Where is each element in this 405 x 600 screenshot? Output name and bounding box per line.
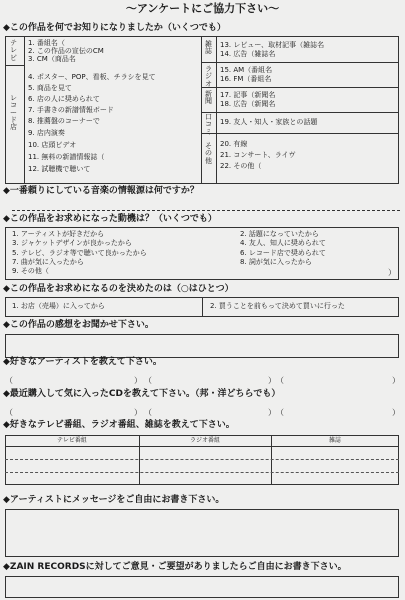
q4-option-2[interactable]: 2. 買うことを前もって決めて買いに行った — [210, 302, 345, 310]
q8-column-tv: テレビ番組 — [57, 437, 87, 444]
group-label-radio: ラジオ — [205, 65, 212, 88]
q1-option-2[interactable]: 2. この作品の宣伝のCM — [28, 47, 104, 55]
form-title: 〜アンケートにご協力下さい〜 — [125, 2, 280, 15]
q5-heading: ◆この作品の感想をお聞かせ下さい。 — [3, 320, 154, 330]
q1-option-22[interactable]: 22. その他（ — [220, 162, 262, 170]
q3-option-3[interactable]: 3. ジャケットデザインが良かったから — [12, 239, 132, 247]
q3-option-7[interactable]: 7. 曲が気に入ったから — [12, 258, 84, 266]
q1-option-8[interactable]: 8. 推薦盤のコーナーで — [28, 117, 100, 125]
q7-paren-open-2: （ — [144, 408, 152, 417]
group-label-newspaper: 新聞 — [205, 90, 212, 106]
q1-option-18[interactable]: 18. 広告（新聞名 — [220, 100, 276, 108]
group-label-record-store: レコード店 — [10, 94, 17, 132]
q1-option-13[interactable]: 13. レビュー、取材記事（雑誌名 — [220, 41, 325, 49]
q1-option-4[interactable]: 4. ポスター、POP、看板、チラシを見て — [28, 73, 156, 81]
q2-heading: ◆一番頼りにしている音楽の情報源は何ですか？ — [3, 186, 199, 196]
group-label-other: その他 — [205, 142, 212, 165]
q7-paren-close-2: ） — [268, 408, 276, 417]
q3-option-6[interactable]: 6. レコード店で奨められて — [240, 249, 326, 257]
q2-answer-line[interactable] — [12, 210, 400, 211]
q1-option-7[interactable]: 7. 手書きの新譜情報ボード — [28, 106, 114, 114]
q1-option-10[interactable]: 10. 店頭ビデオ — [28, 141, 77, 149]
q1-option-5[interactable]: 5. 商品を見て — [28, 84, 72, 92]
group-label-magazine: 雑誌 — [205, 40, 212, 56]
q3-option-2[interactable]: 2. 話題になっていたから — [240, 230, 319, 238]
q1-option-19[interactable]: 19. 友人・知人・家族との話題 — [220, 118, 318, 126]
q3-option-4[interactable]: 4. 友人、知人に奨められて — [240, 239, 326, 247]
q7-paren-close-3: ） — [392, 408, 400, 417]
q1-option-1[interactable]: 1. 番組名（ — [28, 39, 65, 47]
q6-paren-open-1: （ — [5, 376, 13, 385]
q1-option-11[interactable]: 11. 無料の新譜情報誌（ — [28, 153, 105, 161]
q5-answer-box[interactable] — [5, 334, 399, 358]
q3-other-close-paren: ） — [388, 268, 396, 277]
q10-answer-box[interactable] — [5, 576, 399, 598]
group-label-tv: テレビ — [10, 39, 17, 62]
q6-paren-open-3: （ — [276, 376, 284, 385]
group-label-word-of-mouth: 口コミ — [205, 113, 212, 136]
q6-paren-close-3: ） — [392, 376, 400, 385]
q6-paren-open-2: （ — [144, 376, 152, 385]
q1-option-3[interactable]: 3. CM（商品名 — [28, 55, 76, 63]
q7-paren-close-1: ） — [134, 408, 142, 417]
q7-paren-open-1: （ — [5, 408, 13, 417]
q1-option-20[interactable]: 20. 有線 — [220, 140, 248, 148]
q1-option-16[interactable]: 16. FM（番組名 — [220, 75, 272, 83]
q8-heading: ◆好きなテレビ番組、ラジオ番組、雑誌を教えて下さい。 — [3, 420, 235, 430]
q1-option-21[interactable]: 21. コンサート、ライヴ — [220, 151, 296, 159]
q1-option-6[interactable]: 6. 店の人に奨められて — [28, 95, 100, 103]
q3-option-5[interactable]: 5. テレビ、ラジオ等で聴いて良かったから — [12, 249, 147, 257]
q3-heading: ◆この作品をお求めになった動機は？（いくつでも） — [3, 214, 217, 224]
q7-paren-open-3: （ — [276, 408, 284, 417]
q3-option-1[interactable]: 1. アーティストが好きだから — [12, 230, 105, 238]
q1-option-15[interactable]: 15. AM（番組名 — [220, 66, 273, 74]
q1-heading: ◆この作品を何でお知りになりましたか（いくつでも） — [3, 23, 226, 33]
q1-option-9[interactable]: 9. 店内演奏 — [28, 129, 65, 137]
q3-option-8[interactable]: 8. 詞が気に入ったから — [240, 258, 312, 266]
q1-option-12[interactable]: 12. 試聴機で聴いて — [28, 165, 91, 173]
q9-answer-box[interactable] — [5, 509, 399, 557]
q6-paren-close-1: ） — [134, 376, 142, 385]
q10-heading: ◆ZAIN RECORDSに対してご意見・ご要望がありましたらご自由にお書き下さい。 — [3, 562, 347, 572]
q7-heading: ◆最近購入して気に入ったCDを教えて下さい。（邦・洋どちらでも） — [3, 389, 281, 399]
q1-option-17[interactable]: 17. 記事（新聞名 — [220, 91, 276, 99]
q8-column-magazine: 雑誌 — [328, 437, 341, 444]
q8-column-radio: ラジオ番組 — [189, 437, 220, 444]
q4-heading: ◆この作品をお求めになるのを決めたのは（○はひとつ） — [3, 284, 234, 294]
q6-heading: ◆好きなアーティストを教えて下さい。 — [3, 357, 162, 367]
q4-option-1[interactable]: 1. お店（売場）に入ってから — [12, 302, 105, 310]
q3-option-9[interactable]: 9. その他（ — [12, 267, 49, 275]
q9-heading: ◆アーティストにメッセージをご自由にお書き下さい。 — [3, 495, 225, 505]
q6-paren-close-2: ） — [268, 376, 276, 385]
q1-option-14[interactable]: 14. 広告（雑誌名 — [220, 50, 276, 58]
